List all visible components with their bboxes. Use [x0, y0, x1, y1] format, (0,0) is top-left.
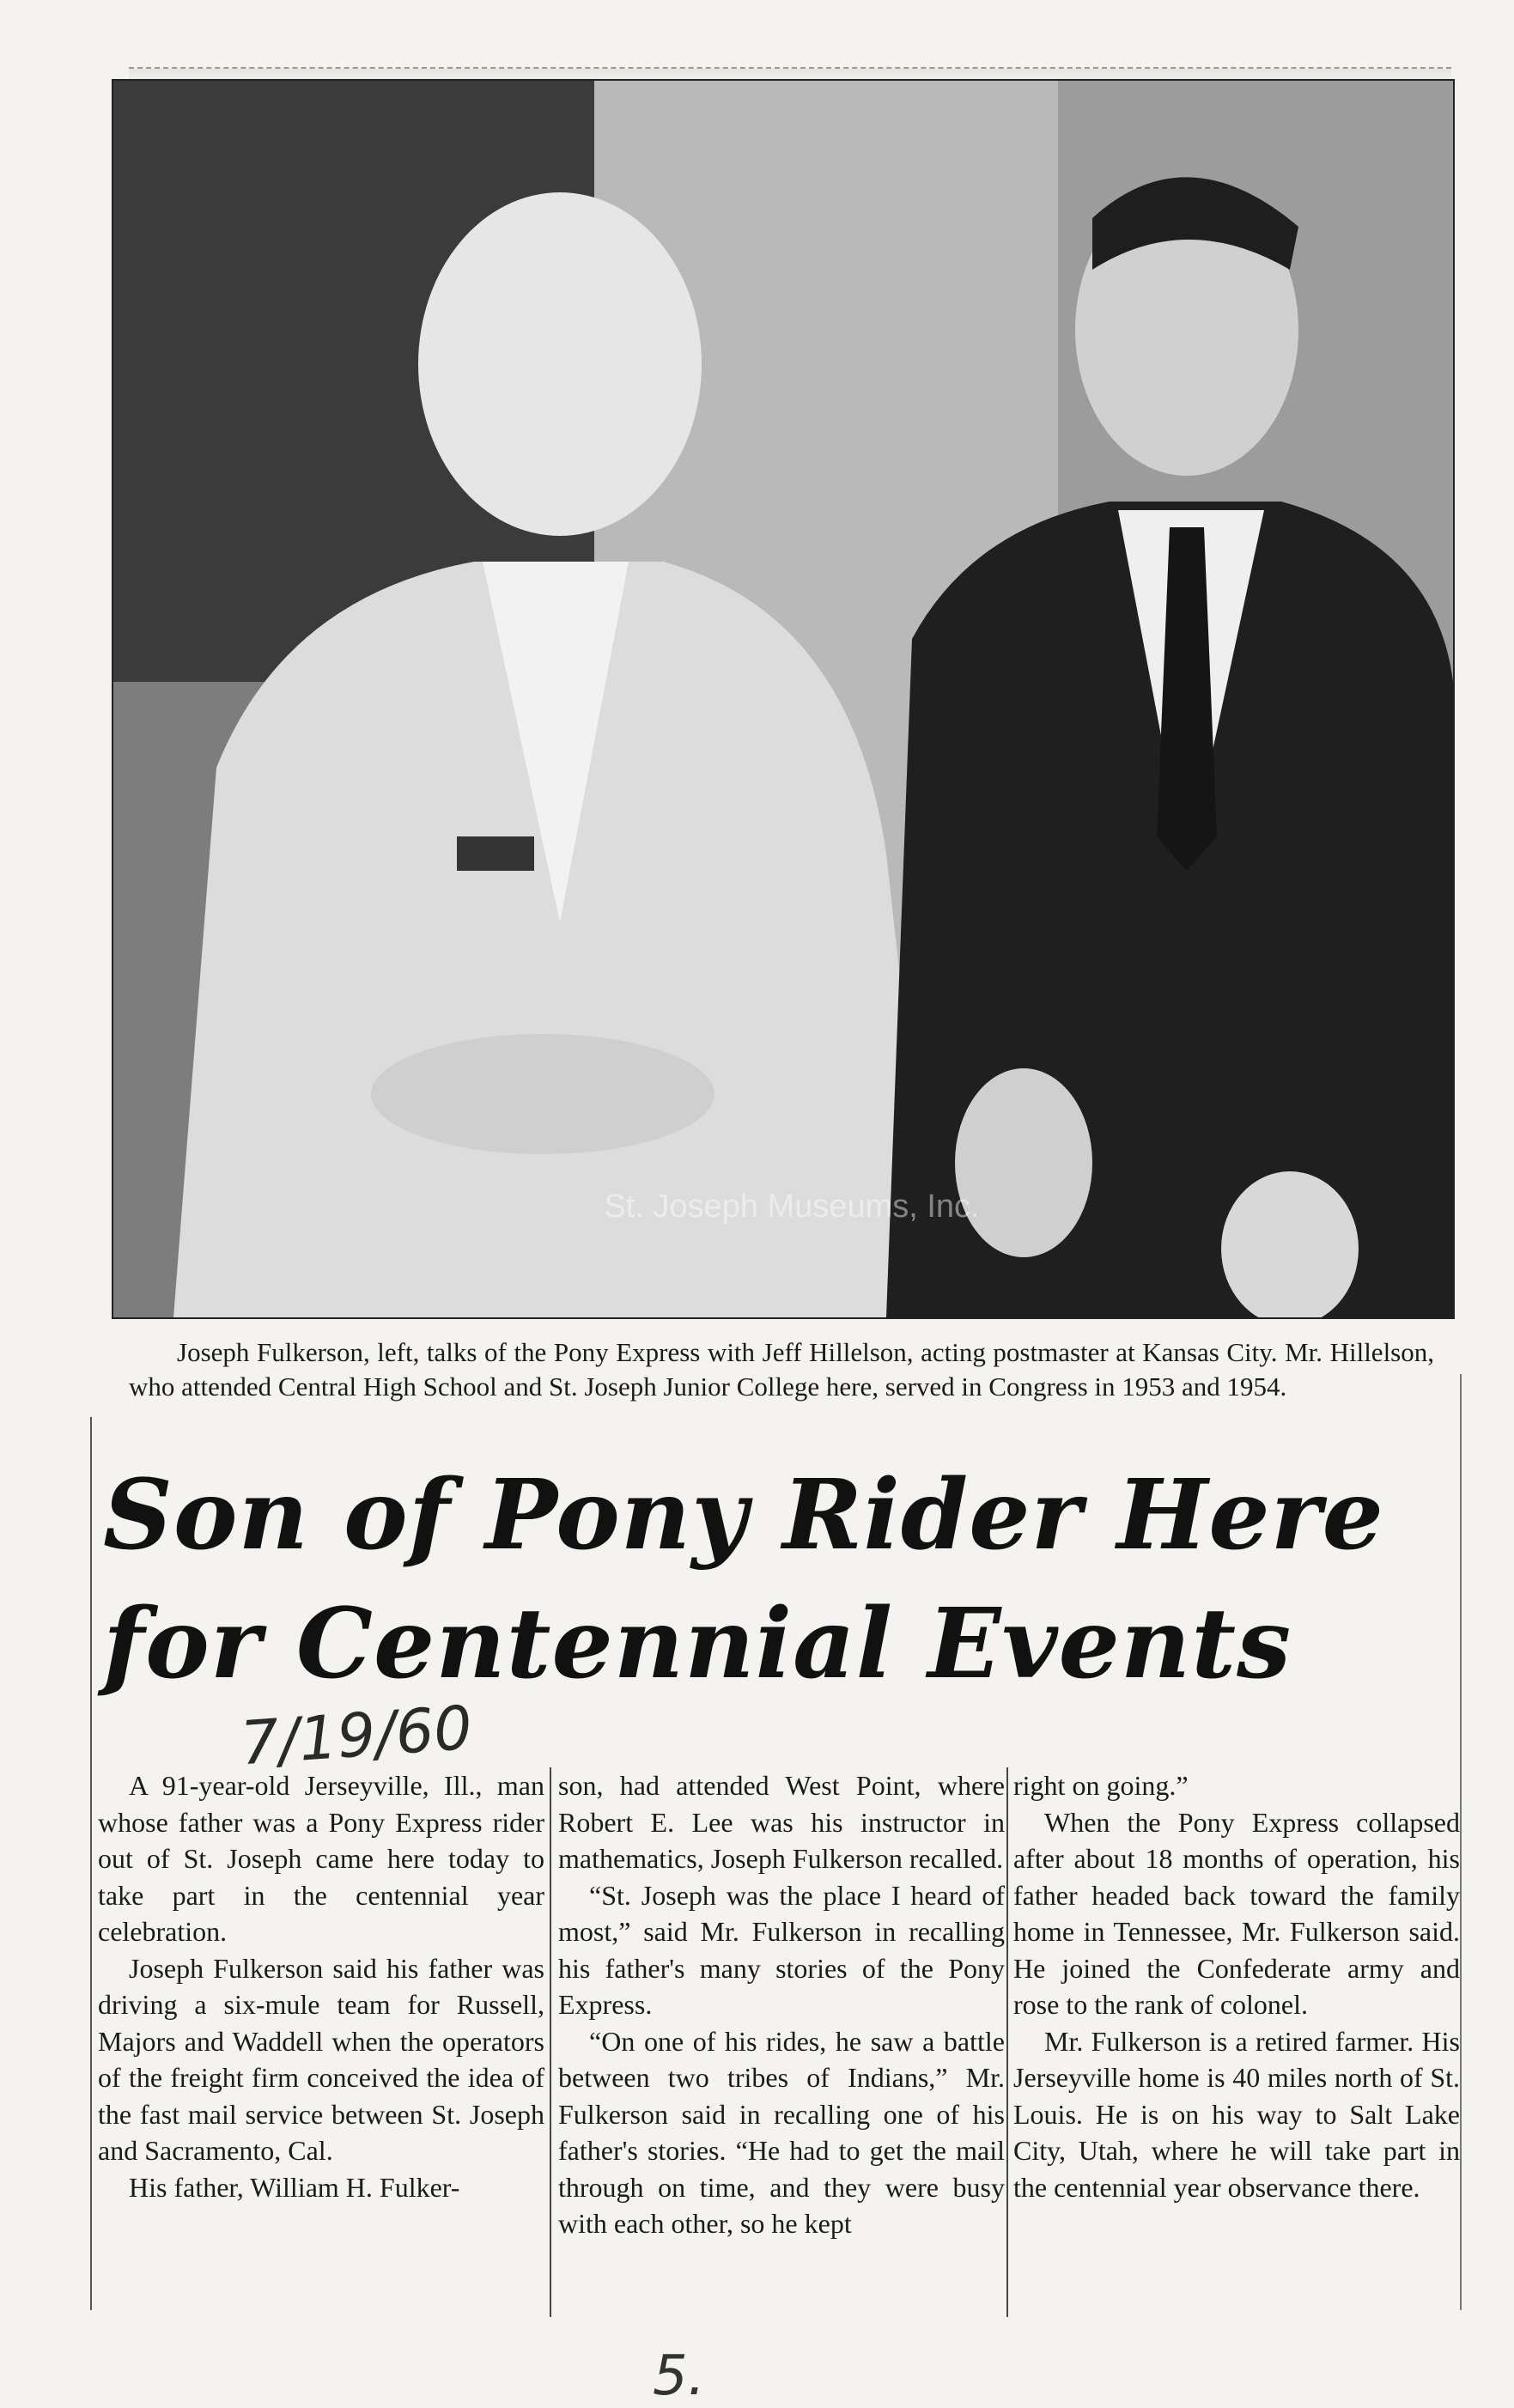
right-border-rule: [1460, 1374, 1462, 2310]
photo-illustration: [113, 81, 1453, 1317]
photo-watermark: St. Joseph Museums, Inc.: [604, 1189, 980, 1225]
paragraph: right on going.”: [1013, 1770, 1189, 1801]
handwritten-date: 7/19/60: [238, 1692, 475, 1779]
paragraph: When the Pony Express collapsed after about 18 months of operation, his father headed back toward the family home in Tennessee, Mr. Fulkerson said. He joined the Confederate army and rose to the rank of colonel.: [1013, 1806, 1460, 2020]
photo-caption: Joseph Fulkerson, left, talks of the Pony Express with Jeff Hillelson, acting postmaster at Kansas City. Mr. Hillelson, who attended Central High School and St. Joseph Junior College here, served in Congress in 1953 and 1954.: [129, 1337, 1434, 1402]
news-photo: [112, 79, 1455, 1319]
paragraph: son, had attended West Point, where Robert E. Lee was his instructor in mathematics, Joseph Fulkerson recalled.: [558, 1770, 1005, 1874]
article-column-3: [1013, 1767, 1460, 2205]
page-number: 5.: [653, 2344, 706, 2408]
column-divider: [550, 1767, 551, 2317]
article-column-2: [558, 1767, 1005, 2242]
paragraph: “On one of his rides, he saw a battle between two tribes of Indians,” Mr. Fulkerson said in recalling one of his father's stories. “He had to get the mail through on time, and they were busy with each other, so he kept: [558, 2025, 1005, 2239]
paragraph: A 91-year-old Jerseyville, Ill., man whose father was a Pony Express rider out of St. Joseph came here today to take part in the centennial year celebration.: [98, 1770, 544, 1947]
article-column-1: [98, 1767, 544, 2205]
paragraph: Joseph Fulkerson said his father was driving a six-mule team for Russell, Majors and Waddell when the operators of the freight firm conceived the idea of the fast mail service between St. Joseph and Sacramento, Cal.: [98, 1952, 544, 2166]
paragraph: Mr. Fulkerson is a retired farmer. His Jerseyville home is 40 miles north of St. Louis. He is on his way to Salt Lake City, Utah, where he will take part in the centennial year observance there.: [1013, 2025, 1460, 2203]
paragraph: “St. Joseph was the place I heard of most,” said Mr. Fulkerson in recalling his father's many stories of the Pony Express.: [558, 1879, 1005, 2020]
headline-line-1: Son of Pony Rider Here: [103, 1459, 1384, 1572]
headline: [103, 1451, 1443, 1709]
left-border-rule: [90, 1417, 92, 2310]
article-body: [94, 1767, 1460, 2317]
column-divider: [1006, 1767, 1008, 2317]
headline-line-2: for Centennial Events: [103, 1588, 1292, 1700]
older-man-head: [418, 192, 702, 536]
paragraph: His father, William H. Fulker-: [129, 2171, 460, 2203]
